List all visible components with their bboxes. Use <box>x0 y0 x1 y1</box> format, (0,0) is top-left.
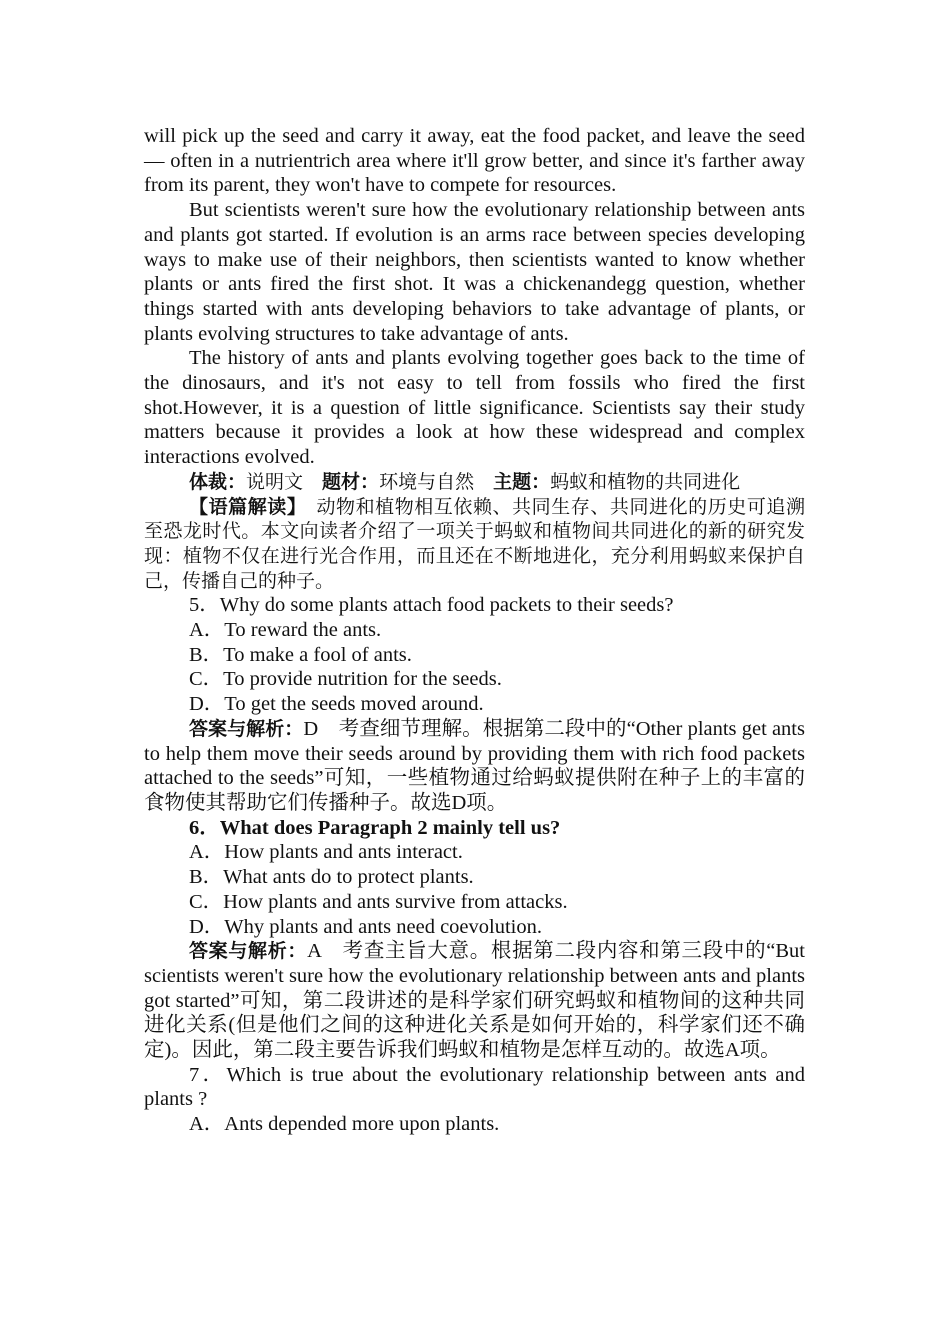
topic-label: 题材： <box>322 470 380 493</box>
genre-label: 体裁： <box>189 470 247 493</box>
passage-paragraph-2: But scientists weren't sure how the evolutionary relationship between ants and plants got started. If evolution is an arms race between species developing ways to make use of their neighbors, then scientists wanted to know whether plants or ants fired the first shot. It was a chickenandegg question, whether things started with ants developing behaviors to take advantage of plants, or plants evolving structures to take advantage of ants. <box>144 199 805 345</box>
theme-value: 蚂蚁和植物的共同进化 <box>550 470 741 493</box>
question-5-option-a: A．To reward the ants. <box>189 619 382 642</box>
reading-summary-label: 【语篇解读】 <box>189 495 297 518</box>
question-5-option-c: C．To provide nutrition for the seeds. <box>189 668 502 691</box>
question-6-answer-label: 答案与解析： <box>189 940 308 963</box>
question-6-option-a: A．How plants and ants interact. <box>189 841 463 864</box>
question-6-answer-text: A 考查主旨大意。根据第二段内容和第三段中的“But scientists weren't sure how the evolutionary relationship between ants and plants got started”可知，第二段讲述的是科学家们研究蚂蚁和植物间的这种共同进化关系(但是他们之间的这种进化关系是如何开始的，科学家们还不确定)。因此，第二段主要告诉我们蚂蚁和植物是怎样互动的。故选A项。 <box>144 940 805 1062</box>
question-6-stem: 6．What does Paragraph 2 mainly tell us? <box>189 816 561 839</box>
question-5-option-d: D．To get the seeds moved around. <box>189 693 484 716</box>
passage-paragraph-3: The history of ants and plants evolving together goes back to the time of the dinosaurs, and it's not easy to tell from fossils who fired the first shot.However, it is a question of little significance. Scientists say their study matters because it provides a look at how these widespread and complex interactions evolved. <box>144 347 805 469</box>
reading-summary-text: 动物和植物相互依赖、共同生存、共同进化的历史可追溯至恐龙时代。本文向读者介绍了一项关于蚂蚁和植物间共同进化的新的研究发现：植物不仅在进行光合作用，而且还在不断地进化，充分利用蚂蚁来保护自己，传播自己的种子。 <box>144 495 805 592</box>
document-page <box>144 124 805 1137</box>
question-6-answer <box>144 939 805 1063</box>
genre-value: 说明文 <box>246 470 304 493</box>
article-meta <box>144 470 805 495</box>
question-6-option-d: D．Why plants and ants need coevolution. <box>189 915 542 938</box>
question-5-option-b: B．To make a fool of ants. <box>189 643 412 666</box>
question-5-answer-text: D 考查细节理解。根据第二段中的“Other plants get ants to help them move their seeds around by providing them with rich food packets attached to the seeds”可知，一些植物通过给蚂蚁提供附在种子上的丰富的食物使其帮助它们传播种子。故选D项。 <box>144 717 805 814</box>
question-7-stem: 7．Which is true about the evolutionary relationship between ants and plants ? <box>144 1063 805 1111</box>
reading-summary <box>144 495 805 594</box>
theme-label: 主题： <box>493 470 551 493</box>
passage-paragraph-1: will pick up the seed and carry it away, eat the food packet, and leave the seed — often in a nutrientrich area where it'll grow better, and since it's farther away from its parent, they won't have to compete for resources. <box>144 125 805 197</box>
question-6-option-c: C．How plants and ants survive from attacks. <box>189 890 568 913</box>
question-5-stem: 5．Why do some plants attach food packets to their seeds? <box>189 594 674 617</box>
question-5-answer-label: 答案与解析： <box>189 717 304 740</box>
question-7-option-a: A．Ants depended more upon plants. <box>189 1113 500 1136</box>
question-5-answer <box>144 717 805 816</box>
question-6-option-b: B．What ants do to protect plants. <box>189 866 474 889</box>
topic-value: 环境与自然 <box>379 470 475 493</box>
